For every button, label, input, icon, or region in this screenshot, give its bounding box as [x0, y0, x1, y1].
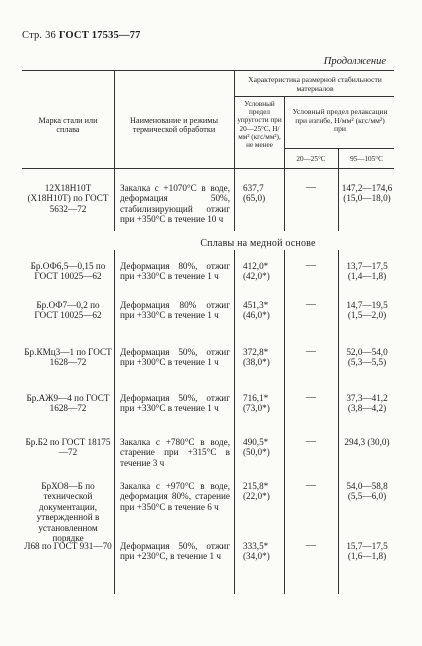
treatment-cell: Закалка с +780°С в воде, старение при +315°С в течение 3 ч [120, 437, 230, 468]
relax-20-cell: — [306, 392, 316, 403]
relax-95-cell: 294,3 (30,0) [344, 437, 390, 447]
treatment-cell: Деформация 80% отжиг при +330°С в течение 1 ч [120, 300, 230, 321]
col-divider-2-body2 [234, 250, 235, 594]
col-divider-3-body [284, 168, 285, 231]
grade-cell: Бр.КМц3—1 по ГОСТ 1628—72 [24, 347, 112, 368]
relax-95-cell: 147,2—174,6 (15,0—18,0) [341, 183, 393, 204]
col-divider-1 [114, 70, 115, 168]
relax-20-cell: — [306, 540, 316, 551]
header-group: Характеристика размерной стабильности материалов [248, 75, 382, 93]
header-relaxation: Условный предел релаксации при изгибе, Н/мм² (кгс/мм²) при [292, 107, 388, 134]
grade-cell: Бр.Б2 по ГОСТ 18175—72 [25, 437, 111, 458]
treatment-cell: Деформация 50%, отжиг при +230°С, в течение 1 ч [120, 541, 230, 562]
elastic-limit-cell: 637,7 (65,0) [243, 183, 266, 204]
treatment-cell: Закалка с +970°С в воде, деформация 80%, старение при +350°С в течение 6 ч [120, 481, 230, 512]
header-grade: Марка стали или сплава [38, 116, 98, 135]
elastic-limit-cell: 490,5* (50,0*) [243, 437, 270, 458]
relax-95-cell: 13,7—17,5 (1,4—1,8) [346, 261, 388, 282]
relax-20-cell: — [306, 182, 316, 193]
col-divider-1-body [114, 168, 115, 231]
relax-95-cell: 15,7—17,5 (1,6—1,8) [346, 541, 388, 562]
col-divider-2 [234, 70, 235, 168]
treatment-cell: Закалка с +1070°С в воде, деформация 50%, стабилизирующий отжиг при +350°С в течение 10 ч [120, 183, 230, 225]
header-temp-95: 95—105°С [350, 155, 383, 163]
relax-20-cell: — [306, 346, 316, 357]
relax-95-cell: 52,0—54,0 (5,3—5,5) [346, 347, 388, 368]
elastic-limit-cell: 372,8* (38,0*) [243, 347, 270, 368]
elastic-limit-cell: 412,0* (42,0*) [243, 261, 270, 282]
treatment-cell: Деформация 50%, отжиг при +300°С в течение 1 ч [120, 347, 230, 368]
elastic-limit-cell: 716,1* (73,0*) [243, 393, 270, 414]
grade-cell: Бр.ОФ7—0,2 по ГОСТ 10025—62 [34, 300, 102, 321]
relax-95-cell: 14,7—19,5 (1,5—2,0) [346, 300, 388, 321]
section-title: Сплавы на медной основе [200, 238, 316, 249]
relax-95-cell: 37,3—41,2 (3,8—4,2) [346, 393, 388, 414]
relax-20-cell: — [306, 480, 316, 491]
group-header-rule [234, 96, 394, 97]
header-temp-20: 20—25°С [296, 155, 326, 163]
page-header [22, 30, 141, 41]
table-top-rule [22, 70, 394, 71]
standard-code: ГОСТ 17535—77 [58, 30, 141, 41]
continuation-label: Продолжение [323, 56, 386, 67]
elastic-limit-cell: 215,8* (22,0*) [243, 481, 270, 502]
treatment-cell: Деформация 80%, отжиг при +330°С в течение 1 ч [120, 261, 230, 282]
treatment-cell: Деформация 50%, отжиг при +330°С в течение 1 ч [120, 393, 230, 414]
col-divider-1-body2 [114, 250, 115, 594]
header-treatment: Наименование и режимы термической обработки [130, 116, 218, 135]
subheader-rule [284, 148, 394, 149]
col-divider-2-body [234, 168, 235, 231]
grade-cell: БрХО8—Б по технической документации, утвержденной в установленном порядке [36, 481, 100, 544]
header-elastic: Условный предел упругости при 20—25°С, Н/мм² (кгс/мм²), не менее [237, 100, 282, 150]
grade-cell: 12Х18Н10Т (Х18Н10Т) по ГОСТ 5632—72 [27, 183, 109, 214]
page-number: Стр. 36 [22, 30, 56, 41]
relax-20-cell: — [306, 260, 316, 271]
elastic-limit-cell: 451,3* (46,0*) [243, 300, 270, 321]
relax-20-cell: — [306, 299, 316, 310]
relax-20-cell: — [306, 436, 316, 447]
grade-cell: Бр.ОФ6,5—0,15 по ГОСТ 10025—62 [30, 261, 106, 282]
grade-cell: Бр.АЖ9—4 по ГОСТ 1628—72 [26, 393, 110, 414]
grade-cell: Л68 по ГОСТ 931—70 [24, 541, 112, 551]
relax-95-cell: 54,0—58,8 (5,5—6,0) [346, 481, 388, 502]
elastic-limit-cell: 333,5* (34,0*) [243, 541, 270, 562]
